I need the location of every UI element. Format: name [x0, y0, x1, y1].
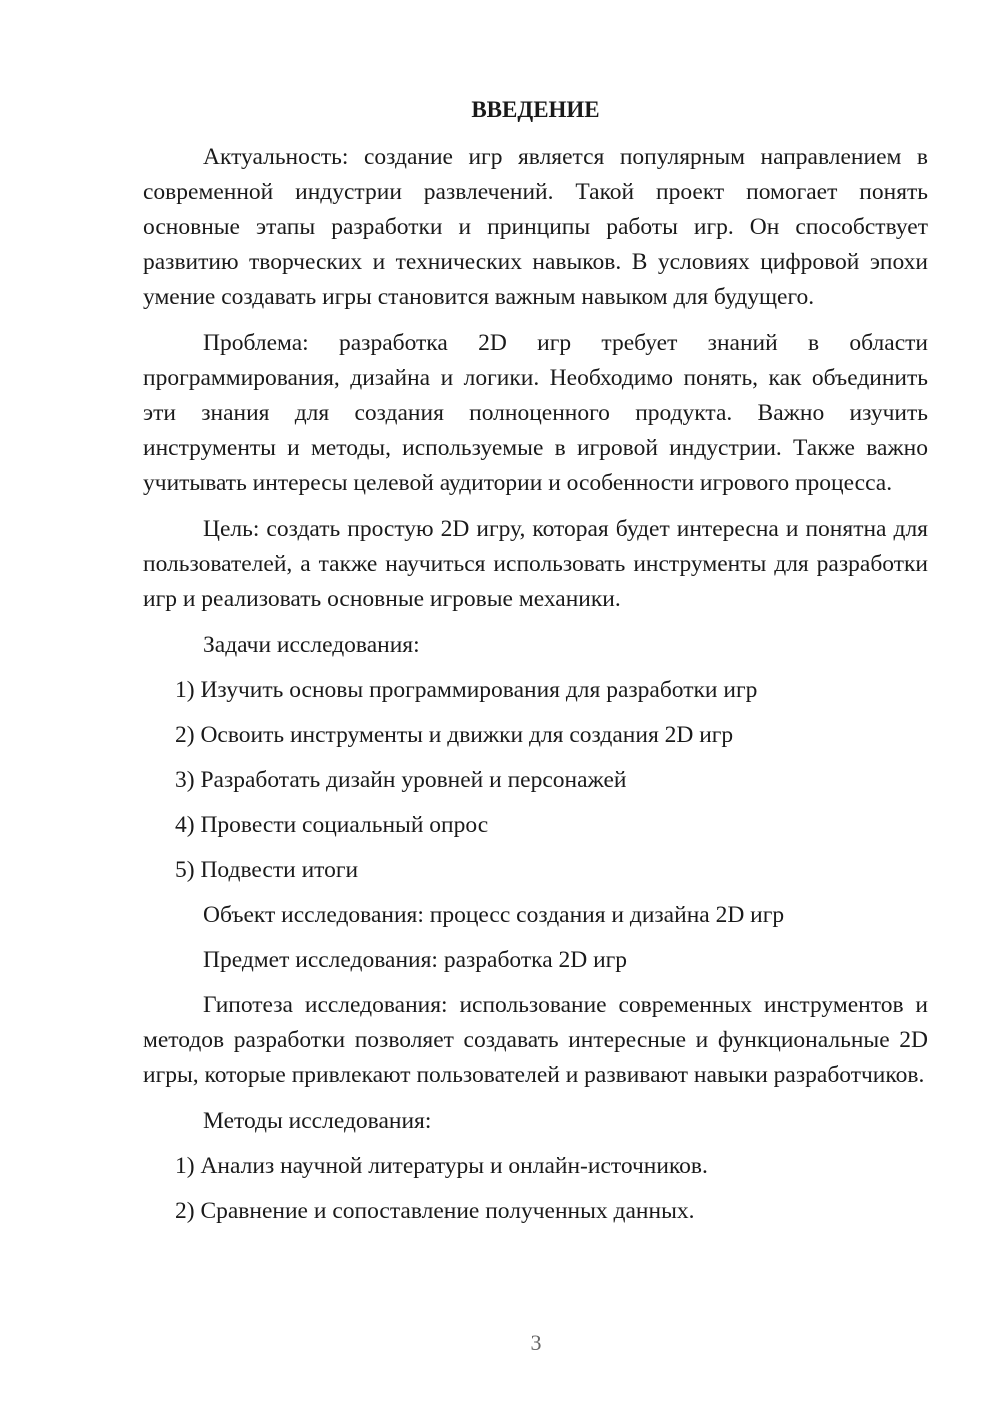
page-content [143, 92, 928, 1239]
object-line: Объект исследования: процесс создания и дизайна 2D игр [203, 902, 785, 928]
hypothesis-paragraph: Гипотеза исследования: использование современных инструментов и методов разработки позволяет создавать интересные и функциональные 2D игры, которые привлекают пользователей и развивают навыки разработчиков. [143, 992, 928, 1088]
task-item-1: 1) Изучить основы программирования для разработки игр [175, 677, 758, 703]
subject-line: Предмет исследования: разработка 2D игр [203, 947, 628, 973]
task-item-2: 2) Освоить инструменты и движки для создания 2D игр [175, 722, 734, 748]
method-item-2: 2) Сравнение и сопоставление полученных данных. [175, 1198, 695, 1224]
section-heading: ВВЕДЕНИЕ [471, 97, 600, 122]
task-item-4: 4) Провести социальный опрос [175, 812, 489, 838]
task-item-5: 5) Подвести итоги [175, 857, 359, 883]
method-item-1: 1) Анализ научной литературы и онлайн-источников. [175, 1153, 708, 1179]
goal-paragraph: Цель: создать простую 2D игру, которая будет интересна и понятна для пользователей, а также научиться использовать инструменты для разработки игр и реализовать основные игровые механики. [143, 516, 928, 612]
tasks-title: Задачи исследования: [203, 632, 420, 658]
methods-title: Методы исследования: [203, 1108, 432, 1134]
problem-paragraph: Проблема: разработка 2D игр требует знаний в области программирования, дизайна и логики. Необходимо понять, как объединить эти знания для создания полноценного продукта. Важно изучить инструменты и методы, используемые в игровой индустрии. Также важно учитывать интересы целевой аудитории и особенности игрового процесса. [143, 330, 928, 496]
relevance-paragraph: Актуальность: создание игр является популярным направлением в современной индустрии развлечений. Такой проект помогает понять основные этапы разработки и принципы работы игр. Он способствует развитию творческих и технических навыков. В условиях цифровой эпохи умение создавать игры становится важным навыком для будущего. [143, 144, 928, 310]
task-item-3: 3) Разработать дизайн уровней и персонажей [175, 767, 627, 793]
page-number: 3 [530, 1330, 542, 1355]
